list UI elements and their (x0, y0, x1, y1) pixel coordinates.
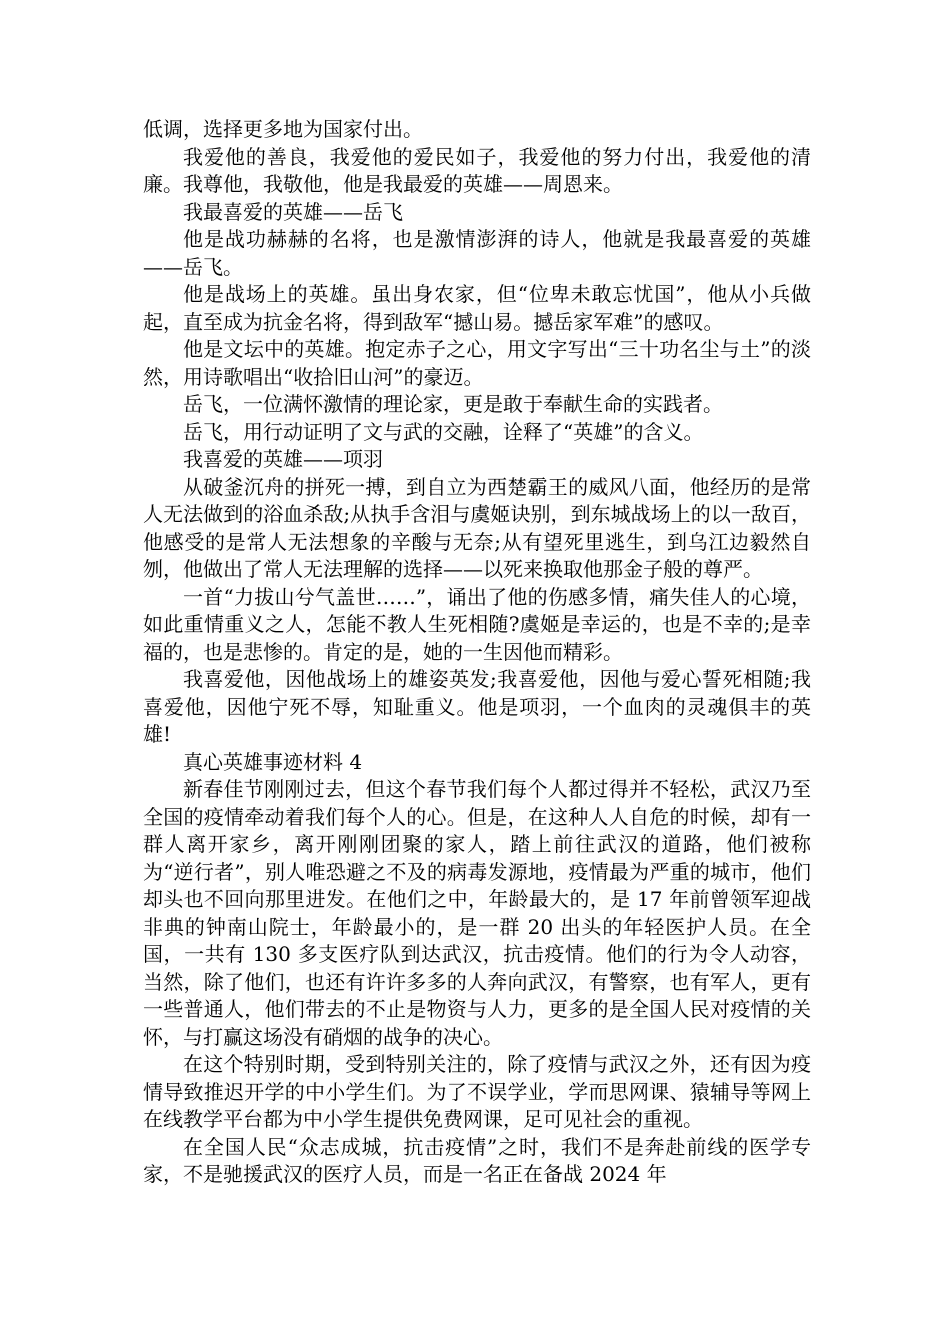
section-heading-xiangyu: 我喜爱的英雄——项羽 (183, 447, 383, 471)
paragraph-yuefei-practitioner: 岳飞，一位满怀激情的理论家，更是敢于奉献生命的实践者。 (183, 392, 723, 416)
paragraph-xiangyu-love: 我喜爱他，因他战场上的雄姿英发;我喜爱他，因他与爱心誓死相随;我喜爱他，因他宁死不辱，知耻重义。他是项羽，一个血肉的灵魂俱丰的英雄! (143, 667, 811, 746)
paragraph-nation-united: 在全国人民“众志成城，抗击疫情”之时，我们不是奔赴前线的医学专家，不是驰援武汉的医疗人员，而是一名正在备战 2024 年 (143, 1134, 811, 1186)
paragraph-spring-festival: 新春佳节刚刚过去，但这个春节我们每个人都过得并不轻松，武汉乃至全国的疫情牵动着我们每个人的心。但是，在这种人人自危的时候，却有一群人离开家乡，离开刚刚团聚的家人，踏上前往武汉的道路，他们被称为“逆行者”，别人唯恐避之不及的病毒发源地，疫情最为严重的城市，他们却头也不回向那里进发。在他们之中，年龄最大的，是 17 年前曾领军迎战非典的钟南山院士，年龄最小的，是一群 20 出头的年轻医护人员。在全国，一共有 130 多支医疗队到达武汉，抗击疫情。他们的行为令人动容，当然，除了他们，也还有许许多多的人奔向武汉，有警察，也有军人，更有一些普通人，他们带去的不止是物资与人力，更多的是全国人民对疫情的关怀，与打赢这场没有硝烟的战争的决心。 (143, 777, 811, 1049)
paragraph-xiangyu-poem: 一首“力拔山兮气盖世……”，诵出了他的伤感多情，痛失佳人的心境，如此重情重义之人，怎能不教人生死相随?虞姬是幸运的，也是不幸的;是幸福的，也是悲惨的。肯定的是，她的一生因他而精彩。 (143, 584, 811, 664)
paragraph-continuation: 低调，选择更多地为国家付出。 (143, 117, 423, 141)
paragraph-yuefei-battlefield: 他是战场上的英雄。虽出身农家，但“位卑未敢忘忧国”，他从小兵做起，直至成为抗金名将，得到敌军“撼山易。撼岳家军难”的感叹。 (143, 282, 811, 334)
document-page (143, 116, 811, 1189)
paragraph-students: 在这个特别时期，受到特别关注的，除了疫情与武汉之外，还有因为疫情导致推迟开学的中小学生们。为了不误学业，学而思网课、猿辅导等网上在线教学平台都为中小学生提供免费网课，足可见社会的重视。 (143, 1052, 811, 1131)
paragraph-yuefei-meaning: 岳飞，用行动证明了文与武的交融，诠释了“英雄”的含义。 (183, 419, 704, 444)
section-heading-yuefei: 我最喜爱的英雄——岳飞 (183, 199, 403, 224)
paragraph-xiangyu-story: 从破釜沉舟的拼死一搏，到自立为西楚霸王的威风八面，他经历的是常人无法做到的浴血杀敌;从执手含泪与虞姬诀别，到东城战场上的以一敌百，他感受的是常人无法想象的辛酸与无奈;从有望死里逃生，到乌江边毅然自刎，他做出了常人无法理解的选择——以死来换取他那金子般的尊严。 (143, 474, 811, 581)
paragraph-zhou-enlai: 我爱他的善良，我爱他的爱民如子，我爱他的努力付出，我爱他的清廉。我尊他，我敬他，他是我最爱的英雄——周恩来。 (143, 144, 811, 196)
paragraph-yuefei-literature: 他是文坛中的英雄。抱定赤子之心，用文字写出“三十功名尘与土”的淡然，用诗歌唱出“收拾旧山河”的豪迈。 (143, 337, 811, 389)
paragraph-yuefei-intro: 他是战功赫赫的名将，也是激情澎湃的诗人，他就是我最喜爱的英雄——岳飞。 (143, 227, 811, 279)
section-heading-material-4: 真心英雄事迹材料 4 (183, 749, 363, 774)
